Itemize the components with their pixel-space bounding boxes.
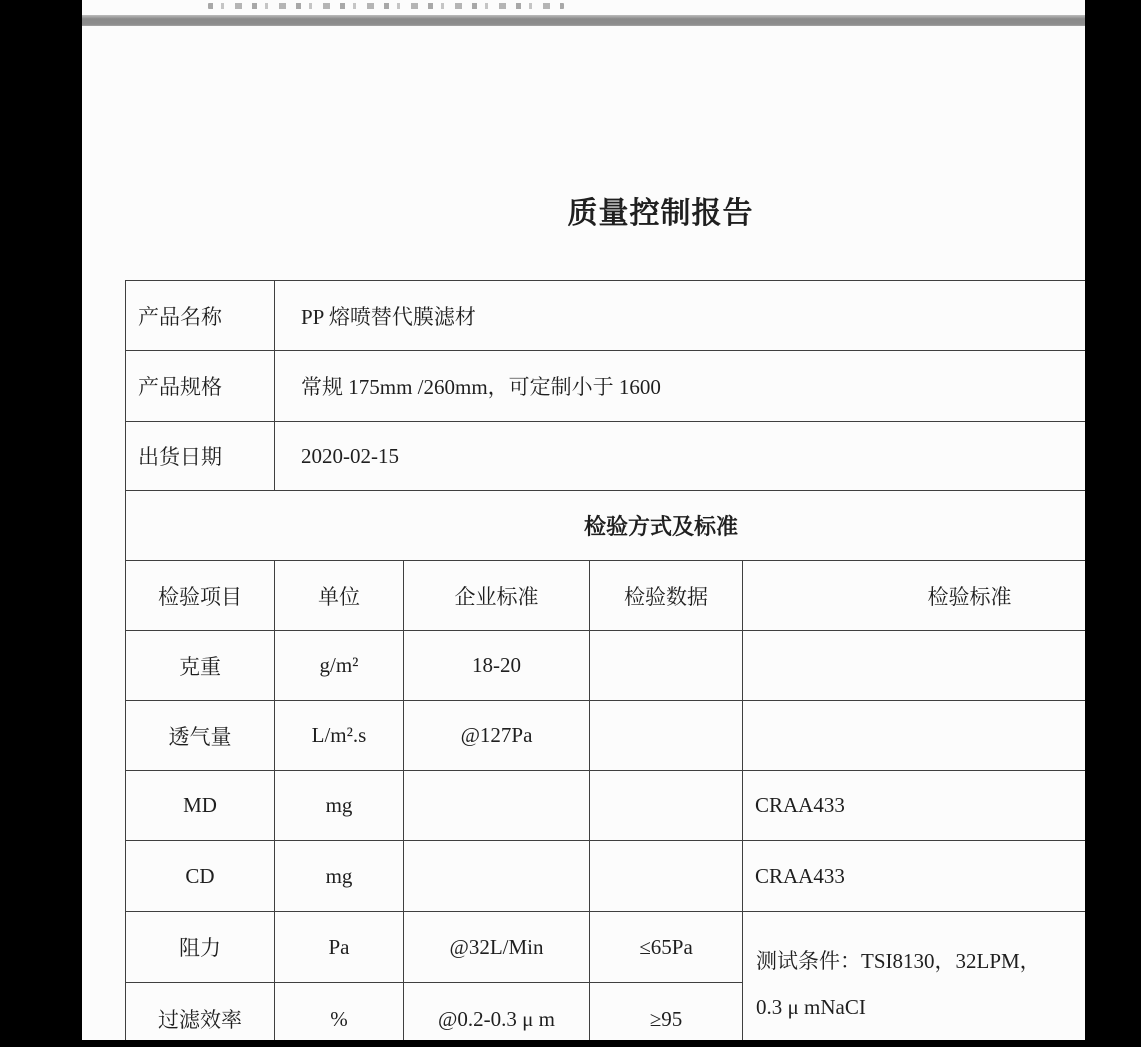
col-header-item: 检验项目: [126, 561, 275, 631]
top-divider-bar: [82, 15, 1085, 26]
col-header-test-standard: 检验标准: [743, 561, 1086, 631]
test-condition-line1: 测试条件：TSI8130，32LPM，: [756, 948, 1041, 973]
row-unit: mg: [275, 771, 404, 841]
product-spec-value: 常规 175mm /260mm，可定制小于 1600: [275, 351, 1086, 422]
test-condition-line2: 0.3 μ mNaCI: [756, 994, 866, 1019]
row-enterprise-standard: @127Pa: [404, 701, 590, 771]
col-header-enterprise-standard: 企业标准: [404, 561, 590, 631]
table-row: [126, 422, 1086, 491]
row-unit: Pa: [275, 912, 404, 983]
row-test-data: [590, 701, 743, 771]
row-test-standard: CRAA433: [743, 841, 1086, 912]
row-test-data: [590, 841, 743, 912]
row-test-data: [590, 631, 743, 701]
table-row: [126, 631, 1086, 701]
ship-date-label: 出货日期: [126, 422, 275, 491]
row-unit: g/m²: [275, 631, 404, 701]
product-name-label: 产品名称: [126, 281, 275, 351]
row-test-standard: [743, 631, 1086, 701]
row-unit: %: [275, 983, 404, 1041]
row-enterprise-standard: [404, 841, 590, 912]
row-item: 克重: [126, 631, 275, 701]
table-row: [126, 912, 1086, 983]
table-row: [126, 351, 1086, 422]
product-name-value: PP 熔喷替代膜滤材: [275, 281, 1086, 351]
row-test-data: ≥95: [590, 983, 743, 1041]
ship-date-value: 2020-02-15: [275, 422, 1086, 491]
row-enterprise-standard: 18-20: [404, 631, 590, 701]
row-unit: mg: [275, 841, 404, 912]
column-header-row: [126, 561, 1086, 631]
row-item: CD: [126, 841, 275, 912]
row-enterprise-standard: [404, 771, 590, 841]
clipped-text-fragments: [208, 3, 564, 9]
row-item: 透气量: [126, 701, 275, 771]
quality-report-table: [125, 280, 1085, 1040]
col-header-test-data: 检验数据: [590, 561, 743, 631]
table-row: [126, 281, 1086, 351]
row-test-data: ≤65Pa: [590, 912, 743, 983]
row-item: 阻力: [126, 912, 275, 983]
row-test-standard: [743, 701, 1086, 771]
section-header-row: [126, 491, 1086, 561]
row-test-data: [590, 771, 743, 841]
col-header-unit: 单位: [275, 561, 404, 631]
table-row: [126, 771, 1086, 841]
test-condition-cell: [743, 912, 1086, 1041]
table-row: [126, 701, 1086, 771]
section-header: 检验方式及标准: [126, 491, 1086, 561]
row-item: 过滤效率: [126, 983, 275, 1041]
row-enterprise-standard: @32L/Min: [404, 912, 590, 983]
document-page: [82, 0, 1085, 1040]
row-enterprise-standard: @0.2-0.3 μ m: [404, 983, 590, 1041]
row-item: MD: [126, 771, 275, 841]
row-test-standard: CRAA433: [743, 771, 1086, 841]
table-row: [126, 841, 1086, 912]
page-title: 质量控制报告: [567, 197, 754, 230]
row-unit: L/m².s: [275, 701, 404, 771]
product-spec-label: 产品规格: [126, 351, 275, 422]
